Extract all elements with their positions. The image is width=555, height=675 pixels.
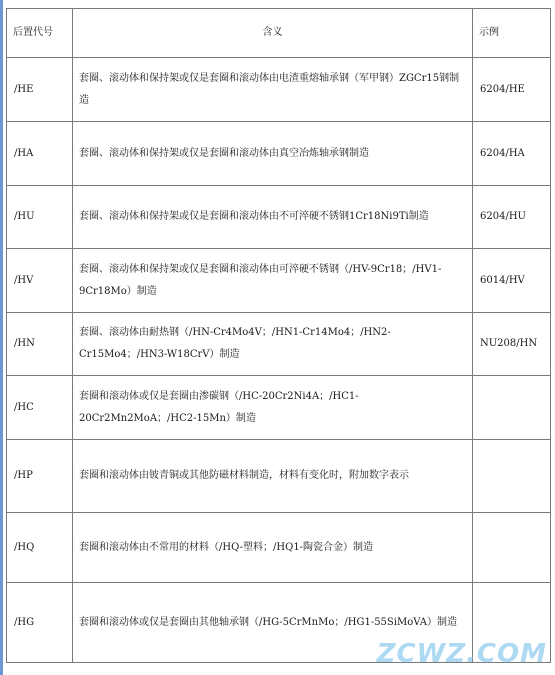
header-meaning: 含义 xyxy=(73,9,473,58)
table-row xyxy=(7,249,551,313)
row-example: NU208/HN xyxy=(473,313,551,376)
row-meaning: 套圈、滚动体和保持架或仅是套圈和滚动体由真空冶炼轴承钢制造 xyxy=(73,122,473,186)
table-row xyxy=(7,122,551,186)
table-row xyxy=(7,513,551,583)
table-row xyxy=(7,376,551,440)
row-meaning: 套圈、滚动体由耐热钢（/HN-Cr4Mo4V；/HN1-Cr14Mo4；/HN2-Cr15Mo4；/HN3-W18CrV）制造 xyxy=(73,313,473,376)
header-code: 后置代号 xyxy=(7,9,73,58)
row-example xyxy=(473,513,551,583)
row-code: /HE xyxy=(7,58,73,122)
row-meaning: 套圈和滚动体由不常用的材料（/HQ-塑料；/HQ1-陶瓷合金）制造 xyxy=(73,513,473,583)
row-example xyxy=(473,376,551,440)
row-meaning: 套圈和滚动体由铍青铜或其他防磁材料制造，材料有变化时，附加数字表示 xyxy=(73,440,473,513)
site-watermark: ZCWZ.COM xyxy=(376,639,547,669)
table-row xyxy=(7,440,551,513)
row-code: /HN xyxy=(7,313,73,376)
row-code: /HG xyxy=(7,583,73,663)
window-frame-edge xyxy=(0,0,3,675)
table-header-row xyxy=(7,9,551,58)
row-code: /HP xyxy=(7,440,73,513)
row-code: /HU xyxy=(7,186,73,249)
row-meaning: 套圈、滚动体和保持架或仅是套圈和滚动体由不可淬硬不锈钢1Cr18Ni9Ti制造 xyxy=(73,186,473,249)
row-meaning: 套圈和滚动体或仅是套圈由渗碳钢（/HC-20Cr2Ni4A；/HC1-20Cr2Mn2MoA；/HC2-15Mn）制造 xyxy=(73,376,473,440)
row-example: 6204/HA xyxy=(473,122,551,186)
row-code: /HA xyxy=(7,122,73,186)
table-row xyxy=(7,313,551,376)
table-row xyxy=(7,186,551,249)
row-example: 6204/HE xyxy=(473,58,551,122)
row-example xyxy=(473,440,551,513)
row-code: /HV xyxy=(7,249,73,313)
row-code: /HQ xyxy=(7,513,73,583)
row-meaning: 套圈、滚动体和保持架或仅是套圈和滚动体由可淬硬不锈钢（/HV-9Cr18；/HV1-9Cr18Mo）制造 xyxy=(73,249,473,313)
row-code: /HC xyxy=(7,376,73,440)
bearing-suffix-table xyxy=(6,8,551,663)
row-meaning: 套圈、滚动体和保持架或仅是套圈和滚动体由电渣重熔轴承钢（军甲钢）ZGCr15钢制造 xyxy=(73,58,473,122)
row-example: 6014/HV xyxy=(473,249,551,313)
table-row xyxy=(7,58,551,122)
row-meaning: 套圈和滚动体或仅是套圈由其他轴承钢（/HG-5CrMnMo；/HG1-55SiMoVA）制造 xyxy=(73,583,473,663)
header-example: 示例 xyxy=(473,9,551,58)
row-example: 6204/HU xyxy=(473,186,551,249)
